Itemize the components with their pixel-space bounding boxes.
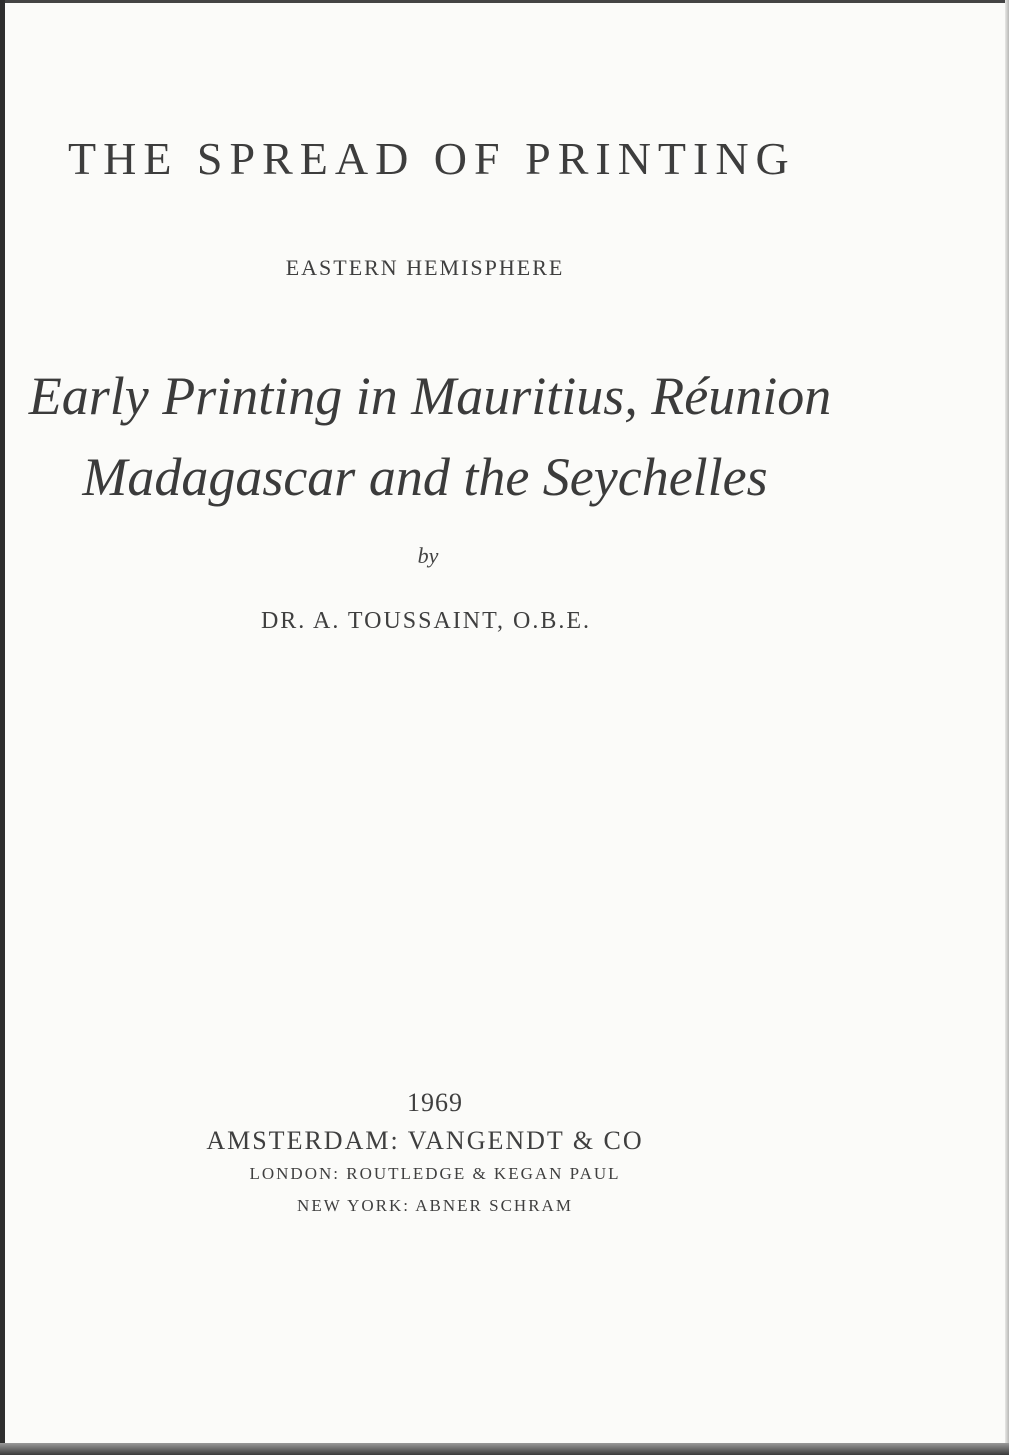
publication-year: 1969 <box>407 1088 463 1117</box>
page-right-edge <box>1005 0 1009 1455</box>
series-title: THE SPREAD OF PRINTING <box>68 133 796 184</box>
publisher-new-york: NEW YORK: ABNER SCHRAM <box>297 1196 573 1215</box>
book-title-line-2: Madagascar and the Seychelles <box>82 447 768 507</box>
subseries-heading: EASTERN HEMISPHERE <box>285 255 565 280</box>
page-top-edge <box>0 0 1009 3</box>
page-bottom-edge <box>0 1443 1009 1455</box>
book-title-line-1: Early Printing in Mauritius, Réunion <box>28 366 832 426</box>
publisher-london: LONDON: ROUTLEDGE & KEGAN PAUL <box>249 1164 621 1183</box>
byline-word: by <box>417 543 439 568</box>
publisher-amsterdam: AMSTERDAM: VANGENDT & CO <box>206 1126 644 1155</box>
author-name: DR. A. TOUSSAINT, O.B.E. <box>260 608 592 634</box>
page-binding-edge <box>0 0 5 1455</box>
